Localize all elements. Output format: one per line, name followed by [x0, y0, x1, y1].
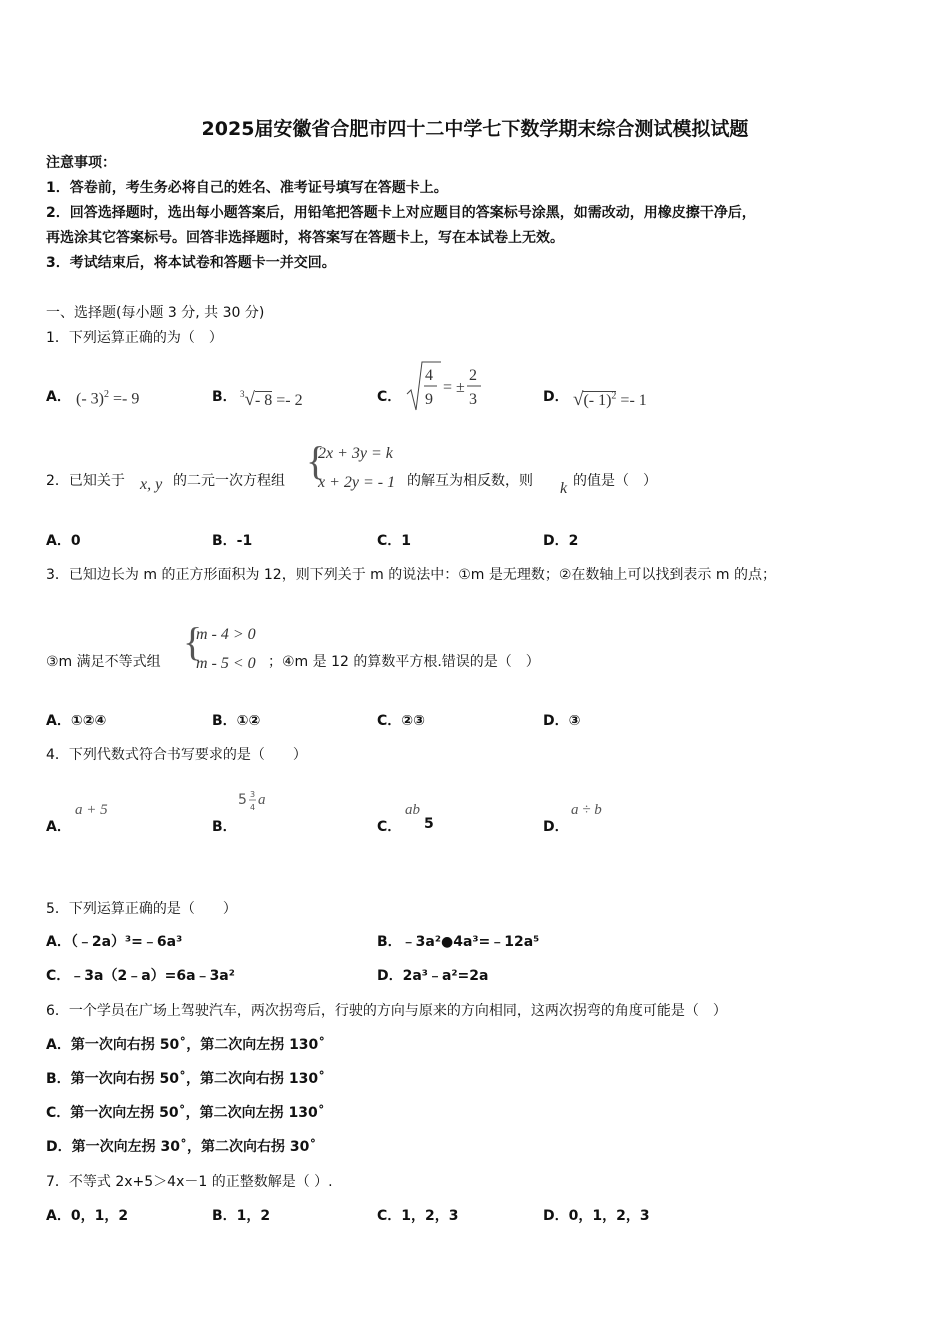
q5-stem: 5．下列运算正确的是（ ）	[46, 901, 237, 917]
notice-item-3: 3．考试结束后，将本试卷和答题卡一并交回。	[46, 255, 336, 271]
q7-option-d: D．0，1，2，3	[543, 1208, 650, 1224]
q1-c-eq: = ±	[443, 379, 465, 396]
q4-b-num: 3	[250, 790, 256, 799]
notice-item-2b: 再选涂其它答案标号。回答非选择题时，将答案写在答题卡上，写在本试卷上无效。	[46, 230, 564, 246]
q4-b-den: 4	[250, 803, 256, 812]
q1-option-c-label: C．	[377, 389, 402, 405]
q1-c-den: 9	[425, 391, 433, 408]
q1-option-a-label: A．	[46, 389, 71, 405]
q6-option-b: B．第一次向右拐 50˚，第二次向右拐 130˚	[46, 1071, 326, 1087]
q1-option-d-label: D．	[543, 389, 569, 405]
q3-option-d: D．③	[543, 713, 581, 729]
q1-option-d-expr: √(- 1)$^2$ =- 1	[573, 389, 647, 410]
q5-option-c: C．﹣3a（2﹣a）=6a﹣3a²	[46, 968, 235, 984]
q5-option-b: B．﹣3a²●4a³=﹣12a⁵	[377, 934, 540, 950]
q3-ineq2: m - 5 < 0	[196, 655, 256, 672]
q1-c-num: 4	[425, 367, 433, 384]
q5-option-a: A．（﹣2a）³=﹣6a³	[46, 934, 183, 950]
q2-option-d: D．2	[543, 533, 579, 549]
q4-stem: 4．下列代数式符合书写要求的是（ ）	[46, 747, 307, 763]
q7-option-b: B．1，2	[212, 1208, 271, 1224]
q2-stem-pre: 2．已知关于	[46, 473, 125, 489]
q4-option-c-expr: ab	[405, 802, 420, 818]
q2-option-a: A．0	[46, 533, 81, 549]
q3-system-brace: {	[183, 619, 203, 664]
q3-line2-pre: ③m 满足不等式组	[46, 654, 161, 670]
q6-stem: 6．一个学员在广场上驾驶汽车，两次拐弯后，行驶的方向与原来的方向相同，这两次拐弯的角度可能是（ ）	[46, 1003, 727, 1019]
q2-eq2: x + 2y = - 1	[318, 474, 396, 491]
q7-option-c: C．1，2，3	[377, 1208, 459, 1224]
q2-stem-mid: 的二元一次方程组	[173, 473, 285, 489]
q2-option-c: C．1	[377, 533, 412, 549]
notice-item-2a: 2．回答选择题时，选出每小题答案后，用铅笔把答题卡上对应题目的答案标号涂黑，如需改动，用橡皮擦干净后，	[46, 205, 756, 221]
q7-stem: 7．不等式 2x+5＞4x－1 的正整数解是（ ）.	[46, 1174, 333, 1190]
q4-option-b-expr	[237, 786, 277, 816]
q3-option-c: C．②③	[377, 713, 425, 729]
q4-option-b-label: B．	[212, 819, 237, 835]
page-title: 2025届安徽省合肥市四十二中学七下数学期末综合测试模拟试题	[201, 118, 749, 140]
q5-option-d: D．2a³﹣a²=2a	[377, 968, 489, 984]
notice-heading: 注意事项：	[46, 155, 116, 171]
q4-option-a-expr: a + 5	[75, 802, 108, 818]
q1-c-den2: 3	[469, 391, 477, 408]
q3-option-b: B．①②	[212, 713, 261, 729]
q4-option-d-expr: a ÷ b	[571, 802, 602, 818]
q3-ineq1: m - 4 > 0	[196, 626, 256, 643]
q2-stem-end: 的值是（ ）	[573, 473, 657, 489]
q4-option-d-label: D．	[543, 819, 569, 835]
q1-option-b-expr: $^3$√- 8 =- 2	[240, 389, 303, 410]
q2-stem-post: 的解互为相反数，则	[407, 473, 533, 489]
q1-option-a-expr: (- 3)$^2$ =- 9	[76, 389, 140, 408]
q6-option-a: A．第一次向右拐 50˚，第二次向左拐 130˚	[46, 1037, 326, 1053]
q4-option-a-label: A．	[46, 819, 71, 835]
q7-option-a: A．0，1，2	[46, 1208, 129, 1224]
q6-option-d: D．第一次向左拐 30˚，第二次向右拐 30˚	[46, 1139, 317, 1155]
section-heading: 一、选择题(每小题 3 分, 共 30 分)	[46, 305, 265, 321]
q4-b-whole: 5	[238, 792, 247, 808]
q1-option-b-label: B．	[212, 389, 237, 405]
q2-option-b: B．-1	[212, 533, 253, 549]
q4-option-c-label: C．	[377, 819, 402, 835]
notice-item-1: 1．答卷前，考生务必将自己的姓名、准考证号填写在答题卡上。	[46, 180, 448, 196]
q2-vars: x, y	[140, 476, 163, 493]
q1-option-c-expr	[405, 358, 515, 416]
q2-eq1: 2x + 3y = k	[318, 445, 393, 462]
q4-b-var: a	[258, 792, 266, 808]
q3-option-a: A．①②④	[46, 713, 107, 729]
q4-option-c-tail: 5	[424, 816, 434, 832]
q3-line1: 3．已知边长为 m 的正方形面积为 12，则下列关于 m 的说法中：①m 是无理数；②在数轴上可以找到表示 m 的点；	[46, 567, 776, 583]
q2-system-brace: {	[306, 438, 326, 483]
q2-k: k	[560, 480, 568, 497]
q6-option-c: C．第一次向左拐 50˚，第二次向左拐 130˚	[46, 1105, 325, 1121]
q1-stem: 1．下列运算正确的为（ ）	[46, 330, 223, 346]
q3-line2-post: ；④m 是 12 的算数平方根.错误的是（ ）	[268, 654, 540, 670]
q1-c-num2: 2	[469, 367, 477, 384]
